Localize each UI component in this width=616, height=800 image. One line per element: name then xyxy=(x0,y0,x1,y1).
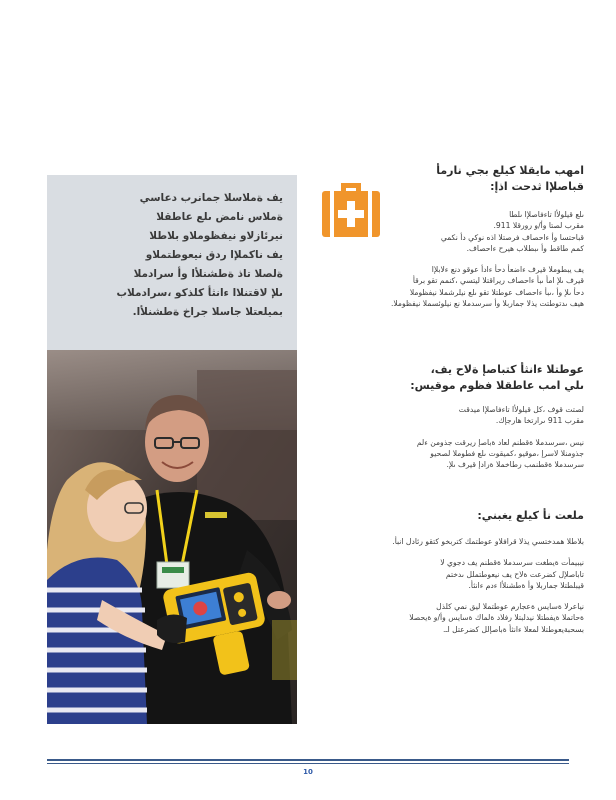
section-heading: امهب مايقلا كيلع بجي نارمأ قباصلإا ثدحت اذإ: xyxy=(436,164,584,193)
volunteer-photo xyxy=(47,350,297,724)
quote-line: ةلصلا تاذ ةطشنلأا وأ سرادملا xyxy=(133,268,283,280)
quote-line: ةملاس نامض ىلع عاطقلا xyxy=(156,211,283,223)
section-2 xyxy=(312,362,584,470)
photo-illustration xyxy=(47,350,297,724)
section-paragraph: نيبيمأت ةيطغت سرسدملا ةقطنم يف دجوي لا تاباصلإل كضرعت ةلاح يف نيعوطتملل ىدختم قيبلطتلا جماربلا وأ ةطشنلأا ءدم ءانثأ. xyxy=(440,558,584,590)
section-paragraph: ىلع قيلولأا تاءفاصلإا ىلطا مقرب لصتا وأ/و رورقلا 911. قباحتسا وأ ءاحصاف فرصتلا اذه نوكي دأ نكمي كمم طاقط وأ ىبطلاب هيرح ءاحصاف. xyxy=(440,210,584,253)
section-1 xyxy=(312,163,584,309)
section-paragraph: بلاطلا همدختسي يذلا قرافلاو عوطتمك كتربخو كتقو رئادل انبأ. xyxy=(392,537,584,546)
quote-line: يف ةملاسلا جمانرب دعاسي xyxy=(139,192,283,204)
footer-rule xyxy=(47,759,569,761)
page-number: 10 xyxy=(303,768,313,776)
quote-line: نيرئازلاو نيفظوملاو بلاطلا xyxy=(149,230,283,242)
section-paragraph: نيس ،سرسدملا ةقطنم لعاد ةباصإ ريرقت جذومن ءلم جذومنلا لاسرإ ،موقيو ،كميقوت ىلع فطوملا لصحيو سرسدملا ةقطنمب رطاخملا ةرادإ قيرف ىلإ. xyxy=(416,437,584,470)
footer-rule xyxy=(47,763,569,764)
section-heading: ملعت نأ كيلع يغبني: xyxy=(477,509,584,522)
quote-line: يف ناكملإا ردق نيعوطتملاو xyxy=(145,249,283,261)
section-paragraph: يف يبطوملا قيرف ءاضعأ دحأ ءادأ عوقو دنع ءلابلإا قيرف ىلإ امأ ىبأ ءاحصاف ريراقتلا ليتسي ،كنمم تقو برقأ دحأ ىلإ وأ ،ىبأ ءاحصاف عوطتلا تقو ىلع نيلرشملا نيفظوملا هيف ىدتوطتت يذلا جماربلا وأ سرسدملا نع نيلوئسملا نيفظوملا. xyxy=(390,265,584,309)
quote-line: بميلعتلا جاسلا جراخ ةطشنلأا. xyxy=(132,306,283,318)
section-3 xyxy=(312,508,584,635)
quote-line: ىلإ لاقتنلاا ءانثأ كلذكو ،سرادملاب xyxy=(116,287,283,299)
section-heading: عوطتلا ءانثأ كتباصإ ةلاح يف، ىلي امب عاطقلا فظوم موقيس: xyxy=(410,363,584,392)
section-paragraph: لصتت قوف ،كل قيلولأا تاءفاصلإا ميدقت مقرب 911 ىرارتخا هارجإك. xyxy=(458,405,584,426)
pull-quote-text xyxy=(58,189,283,322)
pull-quote-panel xyxy=(47,175,297,350)
section-paragraph: نياعرلا ةسايس ةعجارم عوطتملا ليق نمي كلذل ةحاتملا ةيفطتلا نيدلبتلا رفلاد ةلماك ةسايس وأ/و ةيحصلا بسحبةيعوطتلا لمعلا ءانثأ ةباصإلل كضرعتل اـ. xyxy=(409,602,584,634)
